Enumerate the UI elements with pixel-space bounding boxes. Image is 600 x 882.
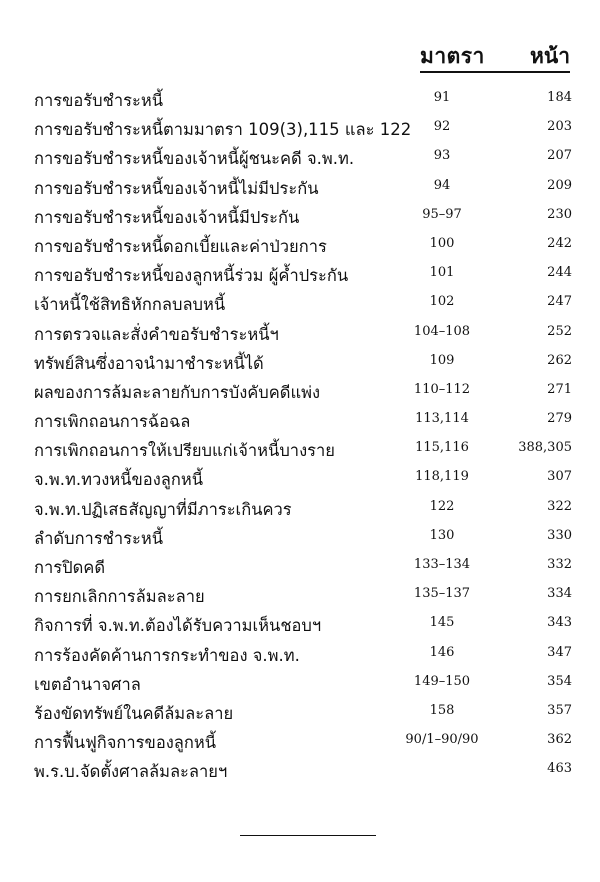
toc-row bbox=[0, 232, 600, 261]
entry-page: 209 bbox=[547, 177, 572, 193]
entry-title: การร้องคัดค้านการกระทำของ จ.พ.ท. bbox=[34, 645, 300, 665]
entry-section: 122 bbox=[429, 498, 455, 514]
toc-row bbox=[0, 465, 600, 494]
entry-title: การยกเลิกการล้มละลาย bbox=[34, 587, 205, 607]
entry-title: การขอรับชำระหนี้ดอกเบี้ยและค่าป่วยการ bbox=[34, 236, 327, 256]
entry-section: 109 bbox=[429, 352, 455, 368]
entry-title: การขอรับชำระหนี้ของเจ้าหนี้มีประกัน bbox=[34, 207, 300, 227]
toc-row bbox=[0, 378, 600, 407]
entry-section: 102 bbox=[429, 294, 455, 310]
toc-row bbox=[0, 407, 600, 436]
entry-page: 332 bbox=[547, 557, 572, 572]
entry-section: 91 bbox=[433, 90, 451, 105]
entry-section: 95–97 bbox=[422, 206, 462, 222]
toc-row bbox=[0, 641, 600, 670]
entry-section: 135–137 bbox=[413, 586, 471, 602]
entry-title: พ.ร.บ.จัดตั้งศาลล้มละลายฯ bbox=[34, 762, 228, 782]
entry-title: เขตอำนาจศาล bbox=[34, 674, 141, 694]
toc-row bbox=[0, 728, 600, 757]
toc-entries bbox=[0, 86, 600, 787]
entry-page: 330 bbox=[547, 527, 572, 543]
entry-page: 354 bbox=[547, 673, 572, 689]
entry-page: 357 bbox=[547, 702, 572, 718]
toc-row bbox=[0, 757, 600, 786]
header-underline bbox=[420, 71, 570, 73]
toc-row bbox=[0, 174, 600, 203]
entry-title: ร้องขัดทรัพย์ในคดีล้มละลาย bbox=[34, 703, 234, 723]
toc-row bbox=[0, 611, 600, 640]
entry-section: 94 bbox=[433, 177, 451, 193]
entry-page: 334 bbox=[547, 586, 572, 602]
entry-section: 93 bbox=[433, 148, 451, 164]
footer-rule bbox=[240, 835, 376, 836]
entry-page: 207 bbox=[547, 148, 572, 164]
entry-title: การขอรับชำระหนี้ของลูกหนี้ร่วม ผู้ค้ำประกัน bbox=[34, 266, 349, 286]
entry-title: การเพิกถอนการให้เปรียบแก่เจ้าหนี้บางราย bbox=[34, 441, 335, 461]
toc-row bbox=[0, 670, 600, 699]
entry-page: 252 bbox=[547, 323, 572, 339]
entry-section: 92 bbox=[433, 119, 451, 135]
toc-row bbox=[0, 524, 600, 553]
toc-header bbox=[0, 40, 600, 74]
entry-section: 100 bbox=[429, 235, 455, 251]
entry-page: 388,305 bbox=[518, 440, 572, 456]
entry-section: 110–112 bbox=[413, 381, 471, 397]
entry-title: กิจการที่ จ.พ.ท.ต้องได้รับความเห็นชอบฯ bbox=[34, 616, 322, 636]
entry-page: 322 bbox=[547, 498, 572, 514]
entry-title: ลำดับการชำระหนี้ bbox=[34, 528, 164, 548]
entry-title: การปิดคดี bbox=[34, 558, 106, 577]
entry-page: 242 bbox=[547, 235, 572, 251]
entry-page: 279 bbox=[547, 411, 572, 427]
entry-title: การตรวจและสั่งคำขอรับชำระหนี้ฯ bbox=[34, 324, 279, 344]
entry-page: 463 bbox=[547, 761, 572, 777]
toc-row bbox=[0, 436, 600, 465]
entry-page: 244 bbox=[547, 265, 572, 281]
toc-row bbox=[0, 115, 600, 144]
entry-section: 133–134 bbox=[413, 557, 471, 572]
toc-row bbox=[0, 290, 600, 319]
entry-section: 115,116 bbox=[415, 440, 469, 456]
toc-row bbox=[0, 203, 600, 232]
entry-title: ทรัพย์สินซึ่งอาจนำมาชำระหนี้ได้ bbox=[34, 353, 264, 373]
page-column-header: หน้า bbox=[530, 43, 570, 68]
entry-page: 184 bbox=[547, 90, 572, 105]
entry-section: 101 bbox=[429, 265, 455, 281]
toc-row bbox=[0, 699, 600, 728]
entry-title: การขอรับชำระหนี้ของเจ้าหนี้ผู้ชนะคดี จ.พ.ท. bbox=[34, 149, 355, 169]
entry-title: จ.พ.ท.ทวงหนี้ของลูกหนี้ bbox=[34, 470, 204, 490]
entry-title: การขอรับชำระหนี้ bbox=[34, 91, 163, 110]
section-column-header: มาตรา bbox=[420, 43, 485, 68]
entry-page: 362 bbox=[547, 732, 572, 748]
entry-section: 145 bbox=[429, 615, 455, 631]
entry-section: 90/1–90/90 bbox=[405, 732, 479, 748]
entry-section: 158 bbox=[429, 702, 455, 718]
entry-section: 113,114 bbox=[415, 411, 469, 427]
entry-section: 118,119 bbox=[415, 469, 469, 485]
toc-row bbox=[0, 144, 600, 173]
entry-title: ผลของการล้มละลายกับการบังคับคดีแพ่ง bbox=[34, 382, 321, 402]
entry-title: การเพิกถอนการฉ้อฉล bbox=[34, 412, 191, 432]
entry-title: การขอรับชำระหนี้ตามมาตรา 109(3),115 และ 122 bbox=[34, 120, 412, 140]
toc-row bbox=[0, 86, 600, 115]
toc-row bbox=[0, 553, 600, 582]
entry-page: 247 bbox=[547, 294, 572, 310]
entry-page: 347 bbox=[547, 644, 572, 660]
entry-section: 149–150 bbox=[413, 673, 471, 689]
entry-page: 307 bbox=[547, 469, 572, 485]
entry-title: การขอรับชำระหนี้ของเจ้าหนี้ไม่มีประกัน bbox=[34, 178, 319, 198]
toc-row bbox=[0, 261, 600, 290]
entry-section: 130 bbox=[429, 527, 455, 543]
entry-page: 343 bbox=[547, 615, 572, 631]
entry-title: เจ้าหนี้ใช้สิทธิหักกลบลบหนี้ bbox=[34, 295, 226, 315]
entry-page: 262 bbox=[547, 352, 572, 368]
entry-title: การฟื้นฟูกิจการของลูกหนี้ bbox=[34, 733, 217, 753]
entry-page: 203 bbox=[547, 119, 572, 135]
toc-row bbox=[0, 320, 600, 349]
entry-section: 104–108 bbox=[413, 323, 471, 339]
entry-title: จ.พ.ท.ปฏิเสธสัญญาที่มีภาระเกินควร bbox=[34, 499, 292, 519]
entry-page: 230 bbox=[547, 206, 572, 222]
toc-row bbox=[0, 582, 600, 611]
toc-row bbox=[0, 495, 600, 524]
entry-page: 271 bbox=[547, 381, 572, 397]
entry-section: 146 bbox=[429, 644, 455, 660]
toc-row bbox=[0, 349, 600, 378]
